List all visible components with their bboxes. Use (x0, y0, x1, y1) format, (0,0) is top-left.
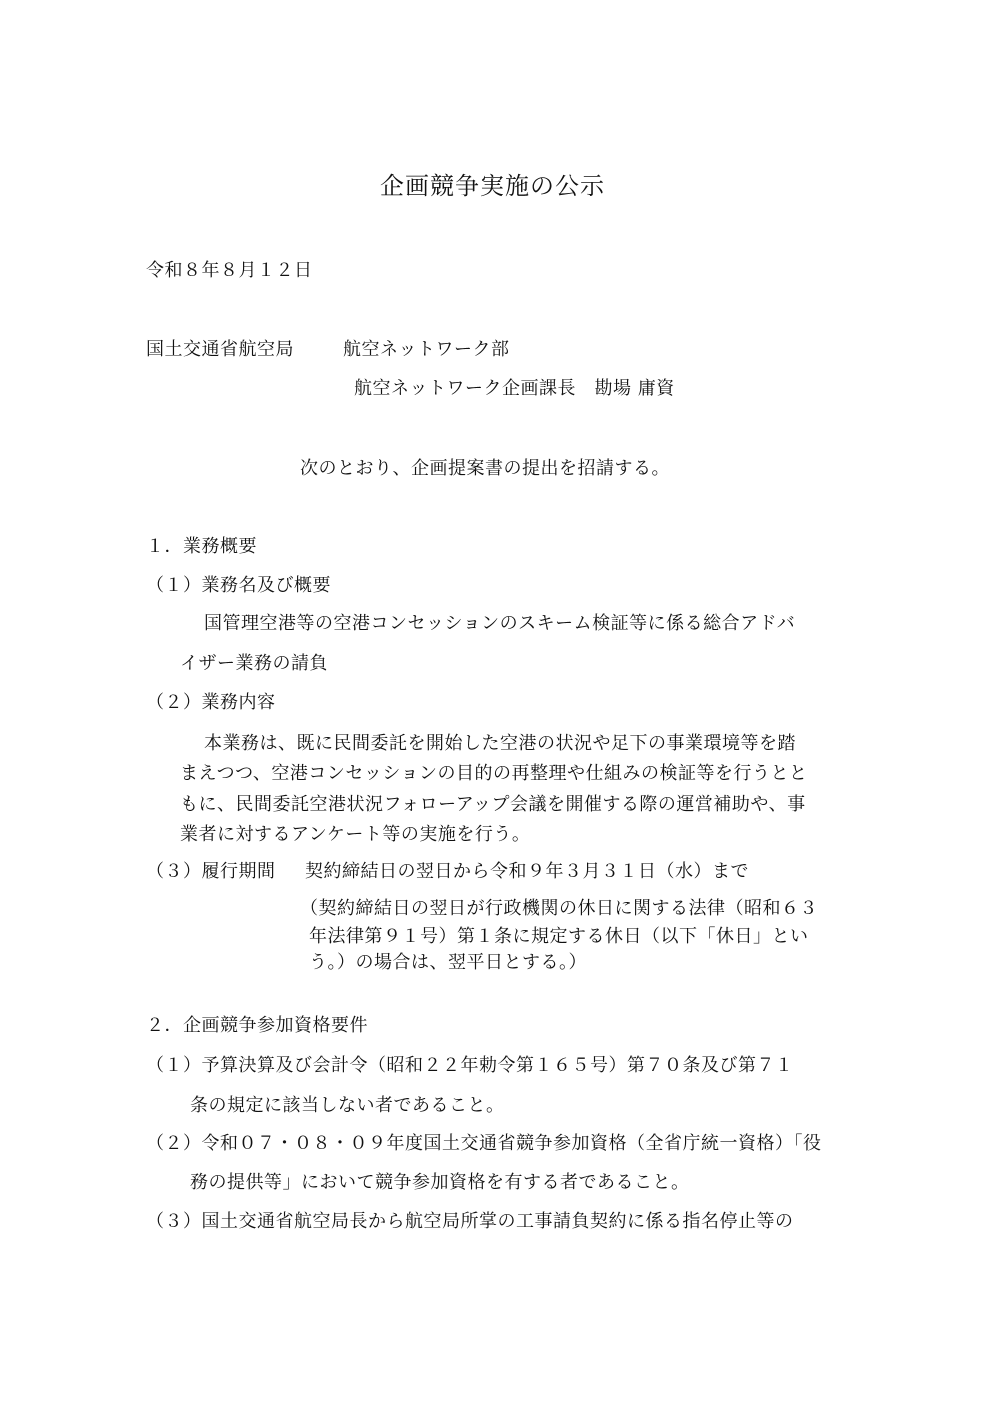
issuer-department: 航空ネットワーク部 (343, 339, 510, 360)
item-body-line: （３）国土交通省航空局長から航空局所掌の工事請負契約に係る指名停止等の (146, 1211, 794, 1232)
issuer-organization: 国土交通省航空局 (146, 339, 294, 360)
item-body-line: まえつつ、空港コンセッションの目的の再整理や仕組みの検証等を行うとと (180, 763, 808, 784)
page-title: 企画競争実施の公示 (380, 172, 605, 200)
item-body-line: イザー業務の請負 (180, 653, 328, 674)
intro-text: 次のとおり、企画提案書の提出を招請する。 (300, 458, 670, 479)
item-body-line: （２）令和０７・０８・０９年度国土交通省競争参加資格（全省庁統一資格）「役 (146, 1133, 822, 1154)
item-body-line: 業者に対するアンケート等の実施を行う。 (180, 824, 531, 845)
item-label: （１）業務名及び概要 (146, 575, 331, 596)
item-label: （２）業務内容 (146, 692, 276, 713)
item-body-line: もに、民間委託空港状況フォローアップ会議を開催する際の運営補助や、事 (180, 794, 806, 815)
item-body-line: 国管理空港等の空港コンセッションのスキーム検証等に係る総合アドバ (204, 613, 796, 634)
section-heading: １．業務概要 (146, 536, 257, 557)
performance-period-value: 契約締結日の翌日から令和９年３月３１日（水）まで (305, 861, 749, 882)
item-body-line: 本業務は、既に民間委託を開始した空港の状況や足下の事業環境等を踏 (204, 733, 796, 754)
item-note-line: う。）の場合は、翌平日とする。） (309, 952, 587, 973)
item-note-line: 年法律第９１号）第１条に規定する休日（以下「休日」とい (309, 926, 809, 947)
item-body-line: （１）予算決算及び会計令（昭和２２年勅令第１６５号）第７０条及び第７１ (146, 1055, 794, 1076)
section-heading: ２．企画競争参加資格要件 (146, 1015, 368, 1036)
issuer-title-name: 航空ネットワーク企画課長 勘場 庸資 (354, 378, 675, 399)
item-note-line: （契約締結日の翌日が行政機関の休日に関する法律（昭和６３ (300, 898, 818, 919)
item-body-line: 務の提供等」において競争参加資格を有する者であること。 (190, 1172, 690, 1193)
notice-date: 令和８年８月１２日 (146, 260, 313, 281)
item-body-line: 条の規定に該当しない者であること。 (190, 1095, 505, 1116)
item-label: （３）履行期間 (146, 861, 276, 882)
